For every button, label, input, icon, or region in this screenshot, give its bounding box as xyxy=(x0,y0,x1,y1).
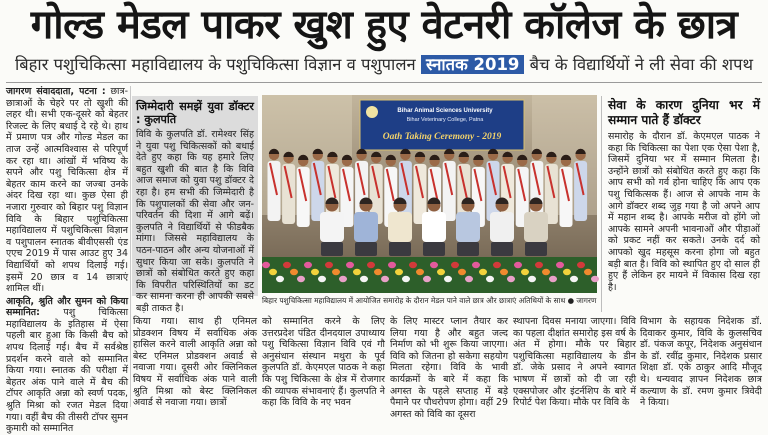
standing-person-body xyxy=(560,167,573,227)
flower xyxy=(451,262,459,268)
flower xyxy=(500,269,508,275)
flower xyxy=(521,269,529,275)
flower xyxy=(353,269,361,275)
photo-scene xyxy=(262,95,597,293)
flower xyxy=(297,276,305,282)
flower-bed xyxy=(262,257,599,293)
flower xyxy=(528,276,536,282)
flower xyxy=(458,269,466,275)
subheadline xyxy=(6,52,762,80)
flower xyxy=(514,262,522,268)
flower xyxy=(493,262,501,268)
seated-person-legs xyxy=(491,242,513,256)
seated-person-legs xyxy=(389,242,411,256)
event-banner xyxy=(360,100,524,150)
standing-person-body xyxy=(443,161,456,221)
flower xyxy=(276,276,284,282)
flower xyxy=(416,269,424,275)
standing-person-body xyxy=(282,164,295,224)
flower xyxy=(318,276,326,282)
flower xyxy=(465,276,473,282)
flower xyxy=(535,262,543,268)
dateline: जागरण संवाददाता, पटना : xyxy=(6,86,106,97)
lead-paragraph xyxy=(6,86,128,295)
subheadline-text-end: बैच के विद्यार्थियों ने ली सेवा की शपथ xyxy=(529,55,754,74)
flower xyxy=(437,269,445,275)
flower xyxy=(542,269,550,275)
flower xyxy=(584,269,592,275)
banner-college: Bihar Veterinary College, Patna xyxy=(406,117,484,123)
flower xyxy=(304,262,312,268)
sidebar-body: विवि के कुलपति डॉ. रामेश्वर सिंह ने युवा पशु चिकित्सकों को बधाई देते हुए कहा कि यह हमारे लिए बहुत खुशी की बात है कि विवि आज समाज को युवा पशु डॉक्टर दे रहा है। हम सभी की जिम्मेदारी है कि पशुपालकों की सेवा और जन-परिवर्तन की दिशा में आगे बढ़ें। कुलपति ने विद्यार्थियों से फीडबैक मांगा। जिससे महाविद्यालय के पठन-पाठन और अन्य योजनाओं में सुधार किया जा सके। कुलपति ने छात्रों को संबोधित करते हुए कहा कि विपरीत परिस्थितियों का डट कर सामना करना ही आपकी सबसे बड़ी ताकत है। xyxy=(136,129,254,314)
flower xyxy=(423,276,431,282)
photo-credit: ● जागरण xyxy=(567,296,597,305)
column-text: किया गया। साथ ही एनिमल प्रोडक्शन विषय में सर्वाधिक अंक हासिल करने वाली आकृति अन्ना को बेस्ट एनिमल प्रोडक्शन अवार्ड से नवाजा गया। दूसरी ओर क्लिनिकल विषय में सर्वाधिक अंक पाने वाली श्रुति मिश्रा को बेस्ट क्लिनिकल अवार्ड से नवाजा गया। छात्रों xyxy=(133,316,257,409)
continuation-column-2 xyxy=(262,316,385,407)
banner-event: Oath Taking Ceremony - 2019 xyxy=(382,132,502,142)
continuation-column-4 xyxy=(513,316,636,407)
column-text: को सम्मानित करने के लिए उत्तरप्रदेश पंडित दीनदयाल उपाध्याय पशु चिकित्सा विज्ञान विवि एवं गौ अनुसंधान संस्थान मथुरा के पूर्व कुलपति डॉ. केएमएल पाठक ने कहा कि पशु चिकित्सा के क्षेत्र में रोजगार की व्यापक संभावनाएं हैं। कुलपति ने कहा कि विवि के नए भवन xyxy=(262,316,385,409)
lead-column xyxy=(6,86,128,435)
seated-person-body xyxy=(320,212,344,242)
flower xyxy=(290,269,298,275)
standing-person-body xyxy=(311,161,324,221)
banner-university: Bihar Animal Sciences University xyxy=(397,108,493,114)
photo-caption xyxy=(262,295,597,307)
flower xyxy=(430,262,438,268)
standing-person-body xyxy=(268,161,281,221)
seated-person-legs xyxy=(321,242,343,256)
flower xyxy=(262,262,270,268)
flower xyxy=(486,276,494,282)
seated-person-body xyxy=(388,212,412,242)
flower xyxy=(577,262,585,268)
lead-subhead: आकृति, श्रुति और सुमन को किया सम्मानित: xyxy=(6,295,128,319)
column-text: स्थापना दिवस मनाया जाएगा। विवि का पहला दीक्षांत समारोह इस वर्ष के अंत में होगा। मौके पर बिहार पशुचिकित्सा महाविद्यालय के डीन डॉ. जेके प्रसाद ने अपने स्वागत भाषण में छात्रों को दी जा रही एक्सपोजर और इंटर्नशिप के बारे में रिपोर्ट पेश किया। मौके पर विवि के xyxy=(513,316,636,409)
column-text: विभाग के सहायक निदेशक डॉ. दिवाकर कुमार, विवि के कुलसचिव डॉ. पंकज कपूर, निदेशक अनुसंधान के डॉ. रवींद्र कुमार, निदेशक प्रसार शिक्षा डॉ. एके ठाकुर आदि मौजूद थे। धन्यवाद ज्ञापन निदेशक छात्र कल्याण के डॉ. रमण कुमार त्रिवेदी ने किया। xyxy=(640,316,762,409)
flower xyxy=(311,269,319,275)
continuation-column-3 xyxy=(390,316,508,420)
flower xyxy=(339,276,347,282)
flower xyxy=(591,276,599,282)
flower xyxy=(556,262,564,268)
flower xyxy=(402,276,410,282)
right-box xyxy=(601,96,762,312)
sidebar-heading: जिम्मेदारी समझें युवा डॉक्टर : कुलपति xyxy=(136,100,254,126)
flower xyxy=(549,276,557,282)
flower xyxy=(444,276,452,282)
flower xyxy=(325,262,333,268)
caption-text: बिहार पशुचिकित्सा महाविद्यालय में आयोजित समारोह के दौरान मेडल पाने वाले छात्र और छात्राएं अतिथियों के साथ xyxy=(262,296,566,305)
seated-person-legs xyxy=(423,242,445,256)
seated-person-body xyxy=(490,212,514,242)
right-box-body: समारोह के दौरान डॉ. केएमएल पाठक ने कहा कि चिकित्सा का पेशा एक ऐसा पेशा है, जिसमें दुनिया भर में सम्मान मिलता है। उन्होंने छात्रों को संबोधित करते हुए कहा कि आप सभी को गर्व होना चाहिए कि आप एक पशु चिकित्सक हैं। आज से आपके नाम के आगे डॉक्टर शब्द जुड़ गया है जो अपने आप में महान शब्द है। आपके मरीज वो होंगे जो आपके सामने अपनी भावनाओं और पीड़ाओं को प्रकट नहीं कर सकते। उनके दर्द को आपको खुद महसूस करना होगा जो बहुत बड़ी बात है। विवि को स्थापित हुए दो साल ही हुए हैं लेकिन हर मायने में विकास दिख रहा है। xyxy=(608,131,760,293)
flower xyxy=(332,269,340,275)
lead-body: छात्र-छात्राओं के चेहरे पर तो खुशी की लहर थी। सभी एक-दूसरे को बेहतर रिजल्ट के लिए बधाई दे रहे थे। हाथ में प्रमाण पत्र और गोल्ड मेडल का ताज उन्हें आत्मविश्वास से परिपूर्ण कर रहा था। आंखों में भविष्य के सपने और पशु चिकित्सा क्षेत्र में बेहतर काम करने का जज्बा उनके अंदर दिख रहा था। कुछ ऐसा ही नजारा गुरुवार को बिहार पशु विज्ञान विवि के बिहार पशुचिकित्सा महाविद्यालय में पशुचिकित्सा विज्ञान व पशुपालन स्नातक बीवीएससी एंड एएच 2019 में पास आउट हुए 34 विद्यार्थियों को शपथ दिलाई गई। इसमें 20 छात्र व 14 छात्राएं शामिल थीं। xyxy=(6,86,128,295)
flower xyxy=(367,262,375,268)
flower xyxy=(346,262,354,268)
flower xyxy=(360,276,368,282)
lead-paragraph-2 xyxy=(6,296,128,435)
news-photo xyxy=(262,95,597,293)
standing-person-body xyxy=(574,161,587,221)
seated-person-legs xyxy=(355,242,377,256)
flower xyxy=(381,276,389,282)
flower xyxy=(283,262,291,268)
seated-person-body xyxy=(354,212,378,242)
flower xyxy=(563,269,571,275)
continuation-column-5 xyxy=(640,316,762,407)
column-text: के लिए मास्टर प्लान तैयार कर लिया गया है और बहुत जल्द निर्माण को भी शुरू किया जाएगा। विवि को जितना हो सकेगा सहयोग मिलता रहेगा। विवि के भावी कार्यक्रमों के बारे में कहा कि अगस्त के पहले सप्ताह में बड़े पैमाने पर पौधरोपण होगा। वहीं 29 अगस्त को विवि का दूसरा xyxy=(390,316,508,420)
university-logo xyxy=(366,106,378,118)
flower xyxy=(479,269,487,275)
seated-person-legs xyxy=(457,242,479,256)
divider xyxy=(6,82,762,83)
column-divider xyxy=(130,86,131,407)
sidebar-box xyxy=(132,96,258,314)
flower xyxy=(269,269,277,275)
continuation-column-1 xyxy=(133,316,257,407)
subheadline-text: बिहार पशुचिकित्सा महाविद्यालय के पशुचिकित्सा विज्ञान व पशुपालन xyxy=(14,55,416,74)
seated-person-body xyxy=(456,212,480,242)
lead-body-2: पशु चिकित्सा महाविद्यालय के इतिहास में ऐसा पहली बार हुआ कि किसी बैच को शपथ दिलाई गई। बैच में सर्वश्रेष्ठ प्रदर्शन करने वाले को सम्मानित किया गया। स्नातक की परीक्षा में बेहतर अंक पाने वाले में बैच की टॉपर आकृति अन्ना को स्वर्ण पदक, श्रुति मिश्रा को रजत मेडल दिया गया। वहीं बैच की तीसरी टॉपर सुमन कुमारी को सम्मानित xyxy=(6,307,128,435)
flower xyxy=(388,262,396,268)
seated-person-body xyxy=(524,212,548,242)
flower xyxy=(409,262,417,268)
flower xyxy=(395,269,403,275)
subheadline-highlight: स्नातक 2019 xyxy=(421,55,524,74)
seated-person-legs xyxy=(525,242,547,256)
flower xyxy=(507,276,515,282)
flower xyxy=(374,269,382,275)
standing-person-body xyxy=(297,167,310,227)
right-box-heading: सेवा के कारण दुनिया भर में सम्मान पाते हैं डॉक्टर xyxy=(608,98,760,127)
seated-person-body xyxy=(422,212,446,242)
flower xyxy=(570,276,578,282)
headline: गोल्ड मेडल पाकर खुश हुए वेटनरी कॉलेज के छात्र xyxy=(30,2,738,48)
flower xyxy=(472,262,480,268)
